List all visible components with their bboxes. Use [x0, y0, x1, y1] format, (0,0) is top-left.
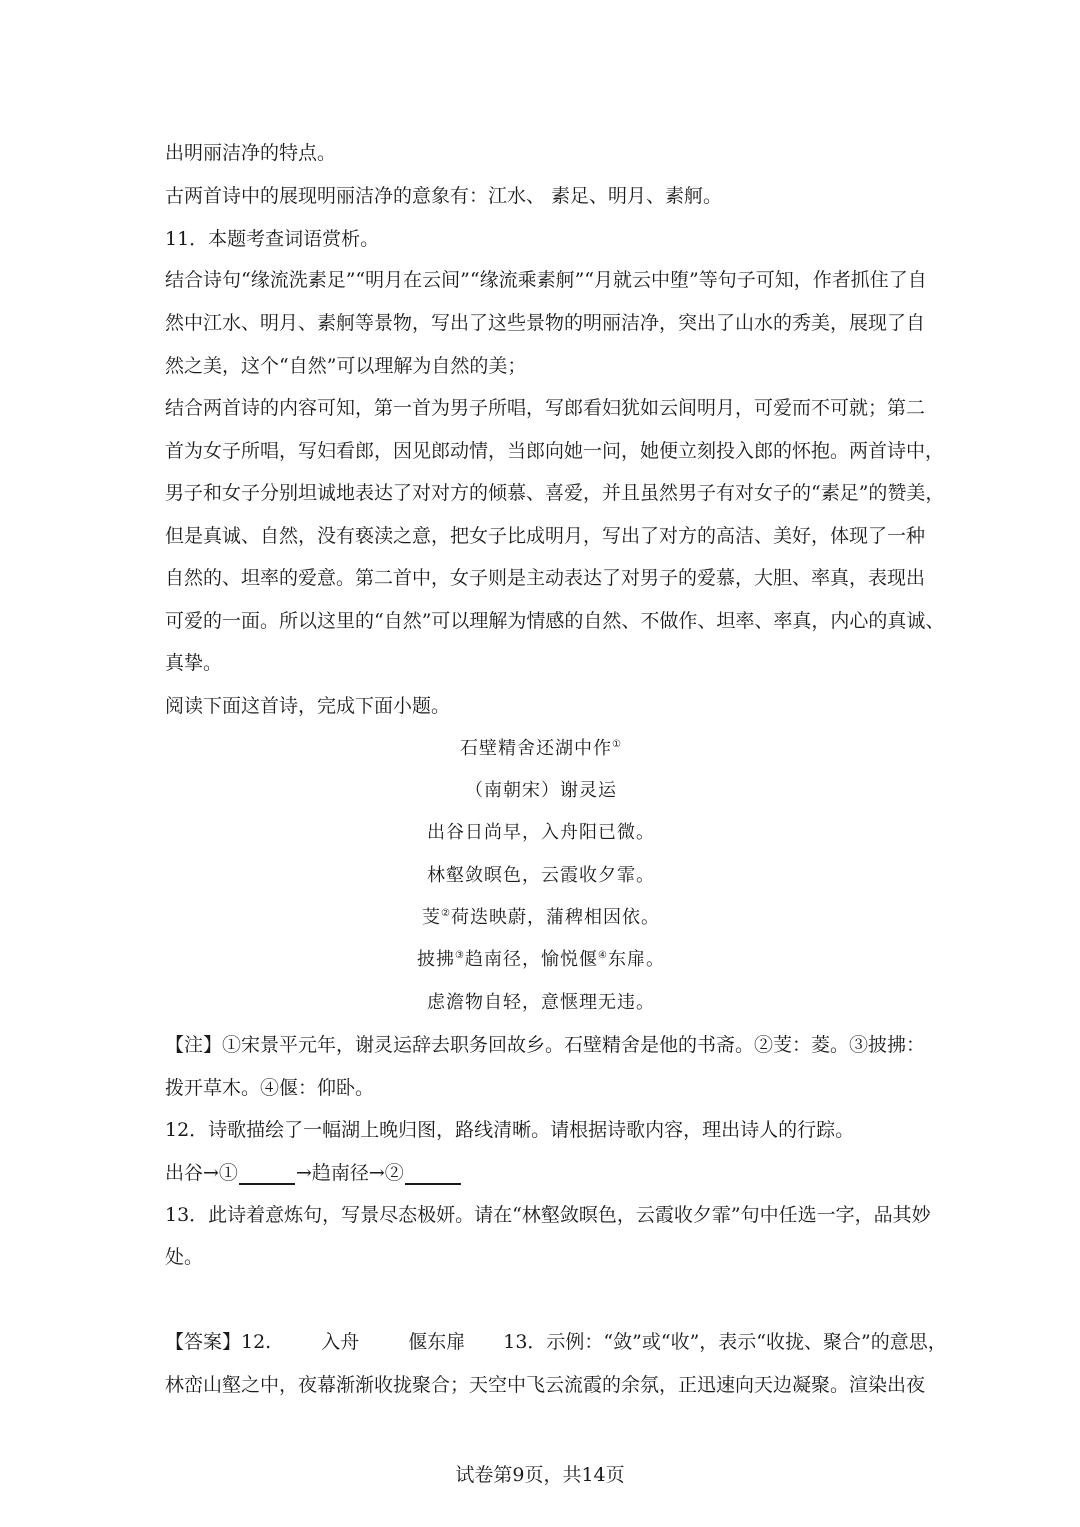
footnote-mark: ① — [612, 739, 622, 750]
question-12-title: 12．诗歌描绘了一幅湖上晚归图，路线清晰。请根据诗歌内容，理出诗人的行踪。 — [165, 1119, 855, 1141]
answer-label: 【答案】12. — [165, 1331, 272, 1353]
poem-line: 芰②荷迭映蔚，蒲稗相因依。 — [422, 907, 660, 928]
poem-line: 披拂③趋南径，愉悦偃④东扉。 — [417, 949, 665, 970]
footnote-mark: ④ — [598, 950, 608, 961]
text-line: 自然的、坦率的爱意。第二首中，女子则是主动表达了对男子的爱慕，大胆、率真，表现出 — [165, 567, 926, 589]
reading-instruction: 阅读下面这首诗，完成下面小题。 — [165, 695, 451, 717]
text-line: 真挚。 — [165, 652, 223, 674]
text-line: 处。 — [165, 1246, 204, 1268]
text-line: 出明丽洁净的特点。 — [165, 142, 337, 164]
text-line: 林峦山壑之中，夜幕渐渐收拢聚合；天空中飞云流霞的余氛，正迅速向天边凝聚。渲染出夜 — [165, 1374, 926, 1396]
page-footer: 试卷第9页，共14页 — [455, 1464, 625, 1486]
text-line: 古两首诗中的展现明丽洁净的意象有：江水、 素足、明月、素舸。 — [165, 185, 723, 207]
question-11-title: 11．本题考查词语赏析。 — [165, 228, 380, 250]
text-line: 男子和女子分别坦诚地表达了对对方的倾慕、喜爱，并且虽然男子有对女子的“素足”的赞美， — [165, 482, 945, 504]
note-line: 【注】①宋景平元年，谢灵运辞去职务回故乡。石壁精舍是他的书斋。②芰：菱。③披拂： — [165, 1034, 926, 1056]
text-line: 首为女子所唱，写妇看郎，因见郎动情，当郎向她一问，她便立刻投入郎的怀抱。两首诗中， — [165, 440, 945, 462]
answer-12-2: 偃东扉 — [408, 1331, 466, 1353]
footnote-mark: ② — [441, 908, 451, 919]
answer-12-1: 入舟 — [321, 1331, 360, 1353]
answer-13: 13．示例：“敛”或“收”，表示“收拢、聚合”的意思， — [503, 1331, 947, 1353]
poem-line: 出谷日尚早，入舟阳已微。 — [427, 822, 655, 843]
answer-blank[interactable] — [239, 1161, 295, 1185]
footnote-mark: ③ — [455, 950, 465, 961]
text-line: 可爱的一面。所以这里的“自然”可以理解为情感的自然、不做作、坦率、率真，内心的真诚、 — [165, 610, 945, 632]
text-line: 然之美，这个“自然”可以理解为自然的美； — [165, 355, 527, 377]
text-line: 但是真诚、自然，没有亵渎之意，把女子比成明月，写出了对方的高洁、美好，体现了一种 — [165, 525, 926, 547]
poem-line: 虑澹物自轻，意惬理无违。 — [427, 992, 655, 1013]
answer-line — [165, 1330, 947, 1354]
answer-blank[interactable] — [405, 1161, 461, 1185]
poem-author: （南朝宋）谢灵运 — [465, 780, 617, 801]
route-line: 出谷→① →趋南径→② — [165, 1161, 917, 1185]
text-line: 然中江水、明月、素舸等景物，写出了这些景物的明丽洁净，突出了山水的秀美，展现了自 — [165, 312, 926, 334]
question-13-title: 13．此诗着意炼句，写景尽态极妍。请在“林壑敛暝色，云霞收夕霏”句中任选一字，品其妙 — [165, 1204, 931, 1226]
note-line: 拨开草木。④偃：仰卧。 — [165, 1077, 375, 1099]
text-line: 结合诗句“缘流洗素足”“明月在云间”“缘流乘素舸”“月就云中堕”等句子可知，作者抓住了自 — [165, 269, 927, 291]
poem-title: 石壁精舍还湖中作① — [460, 738, 622, 759]
text-line: 结合两首诗的内容可知，第一首为男子所唱，写郎看妇犹如云间明月，可爱而不可就；第二 — [165, 397, 926, 419]
poem-line: 林壑敛暝色，云霞收夕霏。 — [427, 865, 655, 886]
